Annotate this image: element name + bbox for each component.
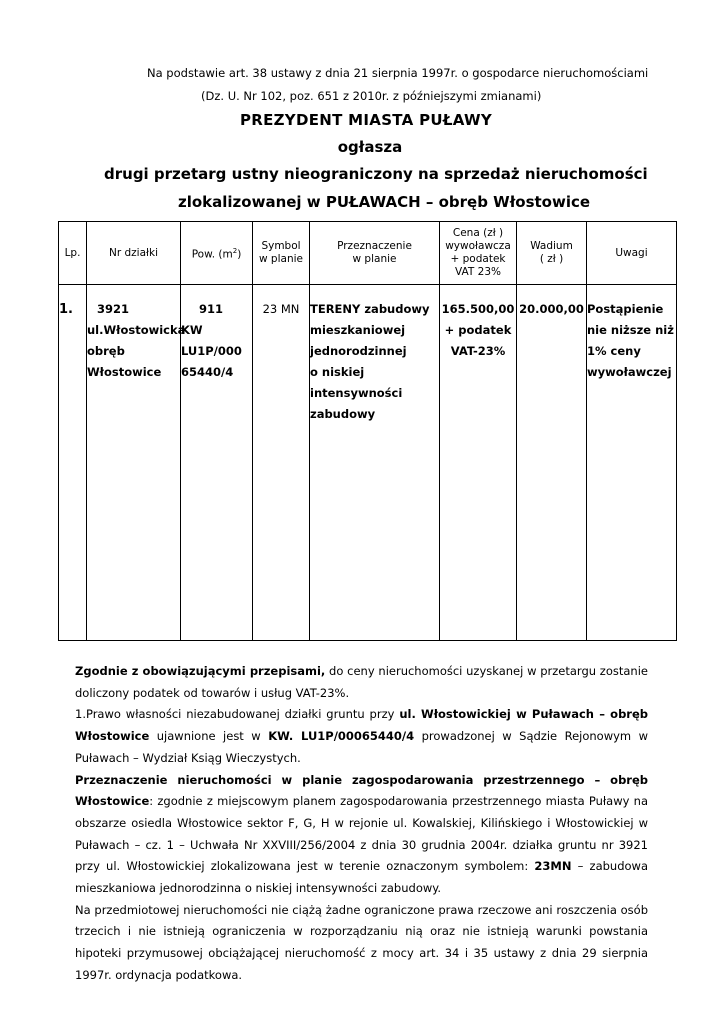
cell-lp: 1. — [59, 285, 87, 641]
cell-pow: 911 KW LU1P/000 65440/4 — [181, 285, 253, 641]
cell-przeznaczenie: TERENY zabudowy mieszkaniowej jednorodzinnej o niskiej intensywności zabudowy — [310, 285, 440, 641]
document-title: PREZYDENT MIASTA PUŁAWY — [239, 111, 493, 129]
header-cena: Cena (zł ) wywoławcza + podatek VAT 23% — [440, 222, 517, 285]
paragraph-zoning: Przeznaczenie nieruchomości w planie zagospodarowania przestrzennego – obręb Włostowice: zgodnie z miejscowym planem zagospodarowania przestrzennego miasta Puławy na obszarze osiedla Włostowice sektor F, G, H w rejonie ul. Kowalskiej, Kilińskiego i Włostowickiej w Puławach – cz. 1 – Uchwała Nr XXVIII/256/2004 z dnia 30 grudnia 2004r. działka gruntu nr 3921 przy ul. Włostowickiej zlokalizowana jest w terenie oznaczonym symbolem: 23MN – zabudowa mieszkaniowa jednorodzinna o niskiej intensywności zabudowy. — [75, 772, 648, 896]
paragraph-encumbrances: Na przedmiotowej nieruchomości nie ciążą żadne ograniczone prawa rzeczowe ani roszczenia osób trzecich i nie istnieją ograniczenia w rozporządzaniu nią oraz nie istnieją warunki powstania hipoteki przymusowej obciążającej nieruchomość z mocy art. 34 i 35 ustawy z dnia 29 sierpnia 1997r. ordynacja podatkowa. — [75, 902, 648, 982]
header-uwagi: Uwagi — [587, 222, 677, 285]
intro-line-1: Na podstawie art. 38 ustawy z dnia 21 sierpnia 1997r. o gospodarce nieruchomościami — [147, 66, 649, 80]
header-wadium: Wadium ( zł ) — [517, 222, 587, 285]
header-przeznaczenie: Przeznaczenie w planie — [310, 222, 440, 285]
header-nr: Nr działki — [87, 222, 181, 285]
subtitle-line-2: zlokalizowanej w PUŁAWACH – obręb Włostowice — [178, 193, 591, 211]
paragraph-ownership: 1.Prawo własności niezabudowanej działki gruntu przy ul. Włostowickiej w Puławach – obręb Włostowice ujawnione jest w KW. LU1P/00065440/4 prowadzonej w Sądzie Rejonowym w Puławach – Wydział Ksiąg Wieczystych. — [75, 707, 649, 765]
cell-nr: 3921 ul.Włostowicka obręb Włostowice — [87, 285, 181, 641]
subtitle-line-1: drugi przetarg ustny nieograniczony na sprzedaż nieruchomości — [104, 165, 648, 183]
table-header-row — [59, 222, 677, 285]
paragraph-vat: Zgodnie z obowiązującymi przepisami, do ceny nieruchomości uzyskanej w przetargu zostanie doliczony podatek od towarów i usług VAT-23%. — [75, 664, 648, 700]
cell-cena: 165.500,00 + podatek VAT-23% — [440, 285, 517, 641]
property-table — [58, 221, 677, 641]
cell-uwagi: Postąpienie nie niższe niż 1% ceny wywoławczej — [587, 285, 677, 641]
header-symbol: Symbol w planie — [253, 222, 310, 285]
intro-line-2: (Dz. U. Nr 102, poz. 651 z 2010r. z późniejszymi zmianami) — [201, 89, 542, 103]
header-lp: Lp. — [59, 222, 87, 285]
header-pow: Pow. $(m^2)$ — [181, 222, 253, 285]
cell-wadium: 20.000,00 — [517, 285, 587, 641]
announces-label: ogłasza — [337, 138, 403, 156]
cell-symbol: 23 MN — [253, 285, 310, 641]
document-body — [75, 661, 648, 987]
table-row — [59, 285, 677, 641]
